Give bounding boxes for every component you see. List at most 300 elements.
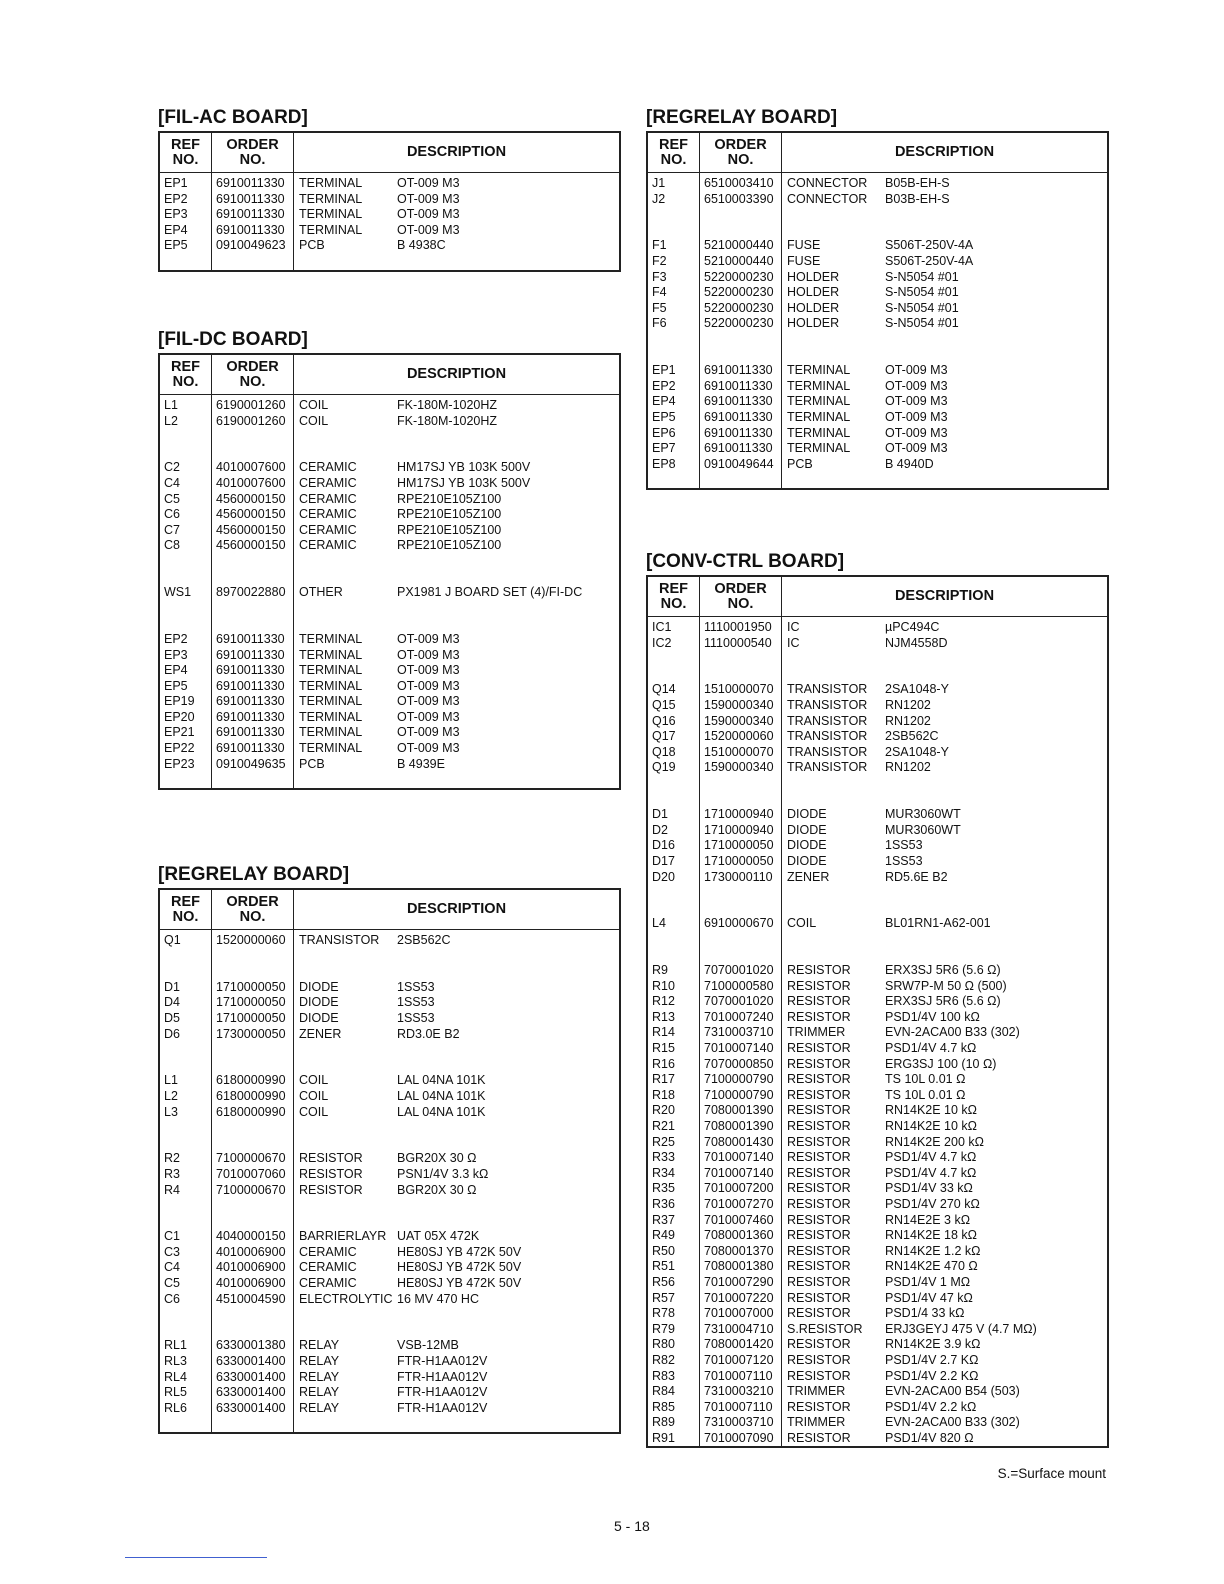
order-no: 1110000540 xyxy=(704,635,772,650)
part-spec: TS 10L 0.01 Ω xyxy=(885,1087,966,1102)
ref-no: EP20 xyxy=(164,709,195,724)
ref-no: EP3 xyxy=(164,647,188,662)
order-no: 6330001380 xyxy=(216,1338,286,1353)
order-no: 1730000050 xyxy=(216,1026,286,1041)
order-no: 6180000990 xyxy=(216,1088,286,1103)
part-type: CERAMIC xyxy=(299,1244,357,1259)
table-row xyxy=(648,1431,1107,1447)
table-row xyxy=(648,963,1107,979)
ref-no: RL3 xyxy=(164,1354,187,1369)
part-type: HOLDER xyxy=(787,316,840,331)
header-order-no xyxy=(212,355,294,394)
parts-table xyxy=(158,353,621,790)
part-spec: RD5.6E B2 xyxy=(885,869,948,884)
row-spacer xyxy=(160,429,619,445)
header-order-line2: NO. xyxy=(727,595,754,612)
order-no: 7010007140 xyxy=(704,1150,774,1165)
ref-no: C5 xyxy=(164,491,180,506)
part-type: RESISTOR xyxy=(787,1103,851,1118)
ref-no: EP1 xyxy=(164,176,188,190)
table-row xyxy=(160,207,619,223)
table-row xyxy=(160,1338,619,1354)
ref-no: Q16 xyxy=(652,713,676,728)
column-divider xyxy=(293,930,294,1432)
part-type: DIODE xyxy=(787,838,827,853)
part-type: OTHER xyxy=(299,585,343,600)
order-no: 7080001360 xyxy=(704,1228,774,1243)
ref-no: J2 xyxy=(652,191,666,206)
table-row xyxy=(160,648,619,664)
part-spec: FTR-H1AA012V xyxy=(397,1385,488,1400)
ref-no: RL1 xyxy=(164,1338,187,1353)
board-fil-dc xyxy=(158,329,621,790)
board-title: [FIL-AC BOARD] xyxy=(158,107,308,128)
order-no: 7010007140 xyxy=(704,1165,774,1180)
table-row xyxy=(648,316,1107,332)
part-type: TERMINAL xyxy=(787,394,851,409)
part-spec: NJM4558D xyxy=(885,635,948,650)
part-spec: PSD1/4V 820 Ω xyxy=(885,1430,974,1445)
row-spacer xyxy=(160,964,619,980)
order-no: 4010006900 xyxy=(216,1244,286,1259)
ref-no: D2 xyxy=(652,822,668,837)
part-spec: BL01RN1-A62-001 xyxy=(885,916,991,931)
ref-no: EP2 xyxy=(652,378,676,393)
order-no: 6910011330 xyxy=(216,191,285,206)
header-order-no xyxy=(212,133,294,172)
part-type: RESISTOR xyxy=(787,1134,851,1149)
table-row xyxy=(160,679,619,695)
page-number: 5 - 18 xyxy=(614,1518,650,1534)
order-no: 6510003390 xyxy=(704,191,774,206)
ref-no: Q19 xyxy=(652,760,676,775)
order-no: 1710000940 xyxy=(704,822,774,837)
table-row xyxy=(160,741,619,757)
table-row xyxy=(648,238,1107,254)
part-spec: RPE210E105Z100 xyxy=(397,507,502,522)
table-row xyxy=(648,1181,1107,1197)
table-row xyxy=(160,1229,619,1245)
row-spacer xyxy=(648,207,1107,223)
table-row xyxy=(648,270,1107,286)
part-type: IC xyxy=(787,635,800,650)
part-spec: OT-009 M3 xyxy=(885,363,948,378)
order-no: 7080001430 xyxy=(704,1134,774,1149)
part-spec: UAT 05X 472K xyxy=(397,1229,480,1244)
part-spec: 1SS53 xyxy=(397,979,435,994)
part-spec: PSD1/4V 4.7 kΩ xyxy=(885,1165,977,1180)
ref-no: EP23 xyxy=(164,756,195,771)
part-type: TERMINAL xyxy=(299,709,363,724)
table-row xyxy=(648,1072,1107,1088)
order-no: 7100000790 xyxy=(704,1087,774,1102)
part-spec: 2SB562C xyxy=(397,933,451,947)
table-row xyxy=(648,457,1107,473)
table-row xyxy=(648,1353,1107,1369)
order-no: 5220000230 xyxy=(704,300,774,315)
part-type: DIODE xyxy=(787,853,827,868)
ref-no: IC2 xyxy=(652,635,672,650)
ref-no: RL4 xyxy=(164,1369,187,1384)
board-title: [REGRELAY BOARD] xyxy=(158,864,350,885)
part-type: COIL xyxy=(299,1073,329,1088)
part-type: TRIMMER xyxy=(787,1384,846,1399)
table-row xyxy=(648,410,1107,426)
row-spacer xyxy=(160,554,619,570)
order-no: 1520000060 xyxy=(704,729,774,744)
order-no: 7310003710 xyxy=(704,1415,774,1430)
order-no: 1590000340 xyxy=(704,713,774,728)
part-type: DIODE xyxy=(787,807,827,822)
ref-no: R89 xyxy=(652,1415,675,1430)
part-spec: PSD1/4V 2.2 KΩ xyxy=(885,1368,979,1383)
ref-no: C2 xyxy=(164,460,180,475)
row-spacer xyxy=(648,667,1107,683)
part-type: COIL xyxy=(787,916,817,931)
ref-no: Q15 xyxy=(652,697,676,712)
order-no: 7080001380 xyxy=(704,1259,774,1274)
part-spec: FTR-H1AA012V xyxy=(397,1400,488,1415)
part-spec: 1SS53 xyxy=(885,838,923,853)
part-spec: RPE210E105Z100 xyxy=(397,538,502,553)
table-row xyxy=(160,1073,619,1089)
part-type: RESISTOR xyxy=(299,1166,363,1181)
part-spec: RPE210E105Z100 xyxy=(397,491,502,506)
ref-no: F6 xyxy=(652,316,667,331)
ref-no: R37 xyxy=(652,1212,675,1227)
part-type: RELAY xyxy=(299,1338,340,1353)
part-spec: EVN-2ACA00 B33 (302) xyxy=(885,1025,1020,1040)
order-no: 6910011330 xyxy=(704,394,773,409)
ref-no: R3 xyxy=(164,1166,180,1181)
column-divider xyxy=(781,617,782,1446)
table-header xyxy=(160,890,619,930)
ref-no: R17 xyxy=(652,1072,675,1087)
order-no: 7010007290 xyxy=(704,1274,774,1289)
part-spec: OT-009 M3 xyxy=(397,678,460,693)
table-row xyxy=(648,176,1107,192)
order-no: 7070000850 xyxy=(704,1056,774,1071)
header-ref-no xyxy=(160,133,212,172)
table-row xyxy=(160,538,619,554)
table-row xyxy=(648,1322,1107,1338)
table-row xyxy=(648,1135,1107,1151)
ref-no: EP6 xyxy=(652,425,676,440)
part-spec: S-N5054 #01 xyxy=(885,300,959,315)
header-ref-line2: NO. xyxy=(172,908,199,925)
row-spacer xyxy=(648,947,1107,963)
order-no: 7310003710 xyxy=(704,1025,774,1040)
part-type: DIODE xyxy=(299,995,339,1010)
row-spacer xyxy=(648,223,1107,239)
part-spec: MUR3060WT xyxy=(885,807,961,822)
order-no: 1710000050 xyxy=(216,979,286,994)
part-type: RESISTOR xyxy=(787,963,851,978)
board-conv-ctrl xyxy=(646,551,1109,1448)
part-type: TERMINAL xyxy=(299,694,363,709)
ref-no: R20 xyxy=(652,1103,675,1118)
header-ref-line2: NO. xyxy=(660,595,687,612)
ref-no: L4 xyxy=(652,916,666,931)
part-spec: RN14K2E 10 kΩ xyxy=(885,1119,978,1133)
order-no: 0910049635 xyxy=(216,756,286,771)
row-spacer xyxy=(160,1416,619,1432)
part-type: FUSE xyxy=(787,253,821,268)
part-type: CERAMIC xyxy=(299,491,357,506)
table-row xyxy=(160,1354,619,1370)
row-spacer xyxy=(160,949,619,965)
part-type: TRANSISTOR xyxy=(787,713,868,728)
table-row xyxy=(648,1025,1107,1041)
part-spec: OT-009 M3 xyxy=(885,394,948,409)
table-body xyxy=(160,173,619,270)
header-order-line2: NO. xyxy=(239,151,266,168)
part-type: TERMINAL xyxy=(787,409,851,424)
row-spacer xyxy=(648,332,1107,348)
ref-no: L1 xyxy=(164,398,178,412)
header-order-line2: NO. xyxy=(727,151,754,168)
ref-no: EP4 xyxy=(164,663,188,678)
part-type: RESISTOR xyxy=(787,1119,851,1133)
order-no: 6180000990 xyxy=(216,1104,286,1119)
table-row xyxy=(160,1089,619,1105)
table-row xyxy=(648,285,1107,301)
table-row xyxy=(648,1213,1107,1229)
ref-no: R21 xyxy=(652,1119,675,1133)
table-row xyxy=(160,176,619,192)
order-no: 6910011330 xyxy=(216,207,285,222)
ref-no: EP21 xyxy=(164,725,195,740)
part-type: RELAY xyxy=(299,1369,340,1384)
header-order-no xyxy=(212,890,294,929)
part-spec: 1SS53 xyxy=(885,853,923,868)
part-spec: PSD1/4V 270 kΩ xyxy=(885,1196,980,1211)
ref-no: D5 xyxy=(164,1010,180,1025)
row-spacer xyxy=(648,885,1107,901)
part-spec: ERG3SJ 100 (10 Ω) xyxy=(885,1056,997,1071)
order-no: 4040000150 xyxy=(216,1229,286,1244)
part-type: HOLDER xyxy=(787,300,840,315)
surface-mount-note: S.=Surface mount xyxy=(997,1466,1106,1481)
order-no: 7010007090 xyxy=(704,1430,774,1445)
header-ref-line2: NO. xyxy=(660,151,687,168)
ref-no: Q18 xyxy=(652,744,676,759)
part-type: RELAY xyxy=(299,1354,340,1369)
part-type: COIL xyxy=(299,1104,329,1119)
ref-no: EP22 xyxy=(164,741,195,756)
part-spec: B 4938C xyxy=(397,238,446,253)
part-type: RESISTOR xyxy=(787,1072,851,1087)
ref-no: C6 xyxy=(164,507,180,522)
order-no: 6910011330 xyxy=(216,663,285,678)
row-spacer xyxy=(160,1136,619,1152)
part-type: RESISTOR xyxy=(787,1196,851,1211)
part-spec: OT-009 M3 xyxy=(397,207,460,222)
order-no: 0910049644 xyxy=(704,456,774,471)
part-spec: RN14K2E 3.9 kΩ xyxy=(885,1337,981,1352)
part-type: ZENER xyxy=(299,1026,342,1041)
table-row xyxy=(160,710,619,726)
part-type: RELAY xyxy=(299,1385,340,1400)
row-spacer xyxy=(160,616,619,632)
order-no: 6910011330 xyxy=(704,409,773,424)
order-no: 7010007140 xyxy=(704,1041,774,1056)
row-spacer xyxy=(160,1214,619,1230)
order-no: 4510004590 xyxy=(216,1291,286,1306)
ref-no: R56 xyxy=(652,1274,675,1289)
part-spec: PSD1/4V 100 kΩ xyxy=(885,1009,980,1024)
table-row xyxy=(648,1259,1107,1275)
order-no: 1710000050 xyxy=(704,853,774,868)
header-order-line2: NO. xyxy=(239,908,266,925)
header-order-line2: NO. xyxy=(239,373,266,390)
part-spec: 2SB562C xyxy=(885,729,939,744)
order-no: 4560000150 xyxy=(216,538,286,553)
part-type: IC xyxy=(787,620,800,634)
part-spec: OT-009 M3 xyxy=(885,409,948,424)
order-no: 6180000990 xyxy=(216,1073,286,1088)
table-row xyxy=(648,1384,1107,1400)
part-spec: OT-009 M3 xyxy=(397,663,460,678)
part-spec: S-N5054 #01 xyxy=(885,316,959,331)
part-type: TRIMMER xyxy=(787,1415,846,1430)
ref-no: R15 xyxy=(652,1041,675,1056)
part-spec: OT-009 M3 xyxy=(397,631,460,646)
order-no: 7070001020 xyxy=(704,963,774,978)
order-no: 6910000670 xyxy=(704,916,774,931)
ref-no: R84 xyxy=(652,1384,675,1399)
header-ref-line1: REF xyxy=(171,893,200,910)
table-row xyxy=(160,507,619,523)
part-spec: OT-009 M3 xyxy=(397,647,460,662)
part-type: TRANSISTOR xyxy=(787,697,868,712)
row-spacer xyxy=(160,445,619,461)
order-no: 7010007270 xyxy=(704,1196,774,1211)
part-type: S.RESISTOR xyxy=(787,1321,863,1336)
part-type: TERMINAL xyxy=(299,725,363,740)
order-no: 7010007060 xyxy=(216,1166,286,1181)
parts-table xyxy=(158,888,621,1434)
order-no: 6190001260 xyxy=(216,398,286,412)
column-divider xyxy=(211,395,212,788)
order-no: 4010007600 xyxy=(216,460,286,475)
table-row xyxy=(648,838,1107,854)
part-spec: FTR-H1AA012V xyxy=(397,1369,488,1384)
order-no: 7080001370 xyxy=(704,1243,774,1258)
part-type: TERMINAL xyxy=(299,678,363,693)
row-spacer xyxy=(648,776,1107,792)
column-divider xyxy=(293,173,294,270)
row-spacer xyxy=(160,254,619,270)
part-spec: TS 10L 0.01 Ω xyxy=(885,1072,966,1087)
part-type: RELAY xyxy=(299,1400,340,1415)
header-ref-line1: REF xyxy=(171,358,200,375)
table-row xyxy=(648,1291,1107,1307)
part-type: RESISTOR xyxy=(787,1228,851,1243)
part-spec: RN1202 xyxy=(885,713,931,728)
ref-no: R2 xyxy=(164,1151,180,1166)
order-no: 5220000230 xyxy=(704,269,774,284)
parts-table xyxy=(646,575,1109,1448)
table-row xyxy=(648,760,1107,776)
ref-no: F2 xyxy=(652,253,667,268)
order-no: 7010007220 xyxy=(704,1290,774,1305)
part-spec: OT-009 M3 xyxy=(885,425,948,440)
order-no: 1710000050 xyxy=(216,995,286,1010)
ref-no: R10 xyxy=(652,978,675,993)
ref-no: F5 xyxy=(652,300,667,315)
order-no: 7010007200 xyxy=(704,1181,774,1196)
table-row xyxy=(648,994,1107,1010)
part-type: PCB xyxy=(299,756,325,771)
table-row xyxy=(648,620,1107,636)
ref-no: EP2 xyxy=(164,631,188,646)
part-type: BARRIERLAYR xyxy=(299,1229,387,1244)
ref-no: R33 xyxy=(652,1150,675,1165)
order-no: 1710000050 xyxy=(216,1010,286,1025)
row-spacer xyxy=(160,1307,619,1323)
board-regrelay-left xyxy=(158,864,621,1434)
table-row xyxy=(160,398,619,414)
part-spec: 1SS53 xyxy=(397,1010,435,1025)
order-no: 6910011330 xyxy=(704,363,773,378)
part-spec: ERX3SJ 5R6 (5.6 Ω) xyxy=(885,963,1001,978)
part-type: TERMINAL xyxy=(787,363,851,378)
table-row xyxy=(648,1369,1107,1385)
order-no: 7080001390 xyxy=(704,1119,774,1133)
order-no: 1510000070 xyxy=(704,682,774,697)
part-type: RESISTOR xyxy=(787,1399,851,1414)
ref-no: C4 xyxy=(164,1260,180,1275)
column-divider xyxy=(699,617,700,1446)
part-spec: RN14K2E 10 kΩ xyxy=(885,1103,978,1118)
ref-no: D6 xyxy=(164,1026,180,1041)
ref-no: R34 xyxy=(652,1165,675,1180)
ref-no: R13 xyxy=(652,1009,675,1024)
order-no: 7080001390 xyxy=(704,1103,774,1118)
table-header xyxy=(160,133,619,173)
table-row xyxy=(648,394,1107,410)
table-row xyxy=(160,1370,619,1386)
order-no: 5220000230 xyxy=(704,316,774,331)
column-divider xyxy=(211,930,212,1432)
part-type: CERAMIC xyxy=(299,522,357,537)
header-order-line1: ORDER xyxy=(226,358,279,375)
table-row xyxy=(160,1151,619,1167)
part-spec: PSD1/4V 2.7 KΩ xyxy=(885,1352,979,1367)
ref-no: R49 xyxy=(652,1228,675,1243)
row-spacer xyxy=(160,1198,619,1214)
footer-rule xyxy=(125,1557,267,1558)
order-no: 6910011330 xyxy=(216,176,285,190)
table-row xyxy=(648,1306,1107,1322)
order-no: 8970022880 xyxy=(216,585,286,600)
table-row xyxy=(648,1103,1107,1119)
header-ref-no xyxy=(160,890,212,929)
part-type: RESISTOR xyxy=(787,994,851,1009)
order-no: 6330001400 xyxy=(216,1354,286,1369)
part-spec: OT-009 M3 xyxy=(397,694,460,709)
row-spacer xyxy=(648,651,1107,667)
column-divider xyxy=(293,395,294,788)
part-type: COIL xyxy=(299,1088,329,1103)
order-no: 6910011330 xyxy=(704,441,773,456)
ref-no: EP5 xyxy=(164,238,188,253)
table-row xyxy=(648,807,1107,823)
header-order-no xyxy=(700,133,782,172)
table-row xyxy=(160,414,619,430)
order-no: 1590000340 xyxy=(704,760,774,775)
